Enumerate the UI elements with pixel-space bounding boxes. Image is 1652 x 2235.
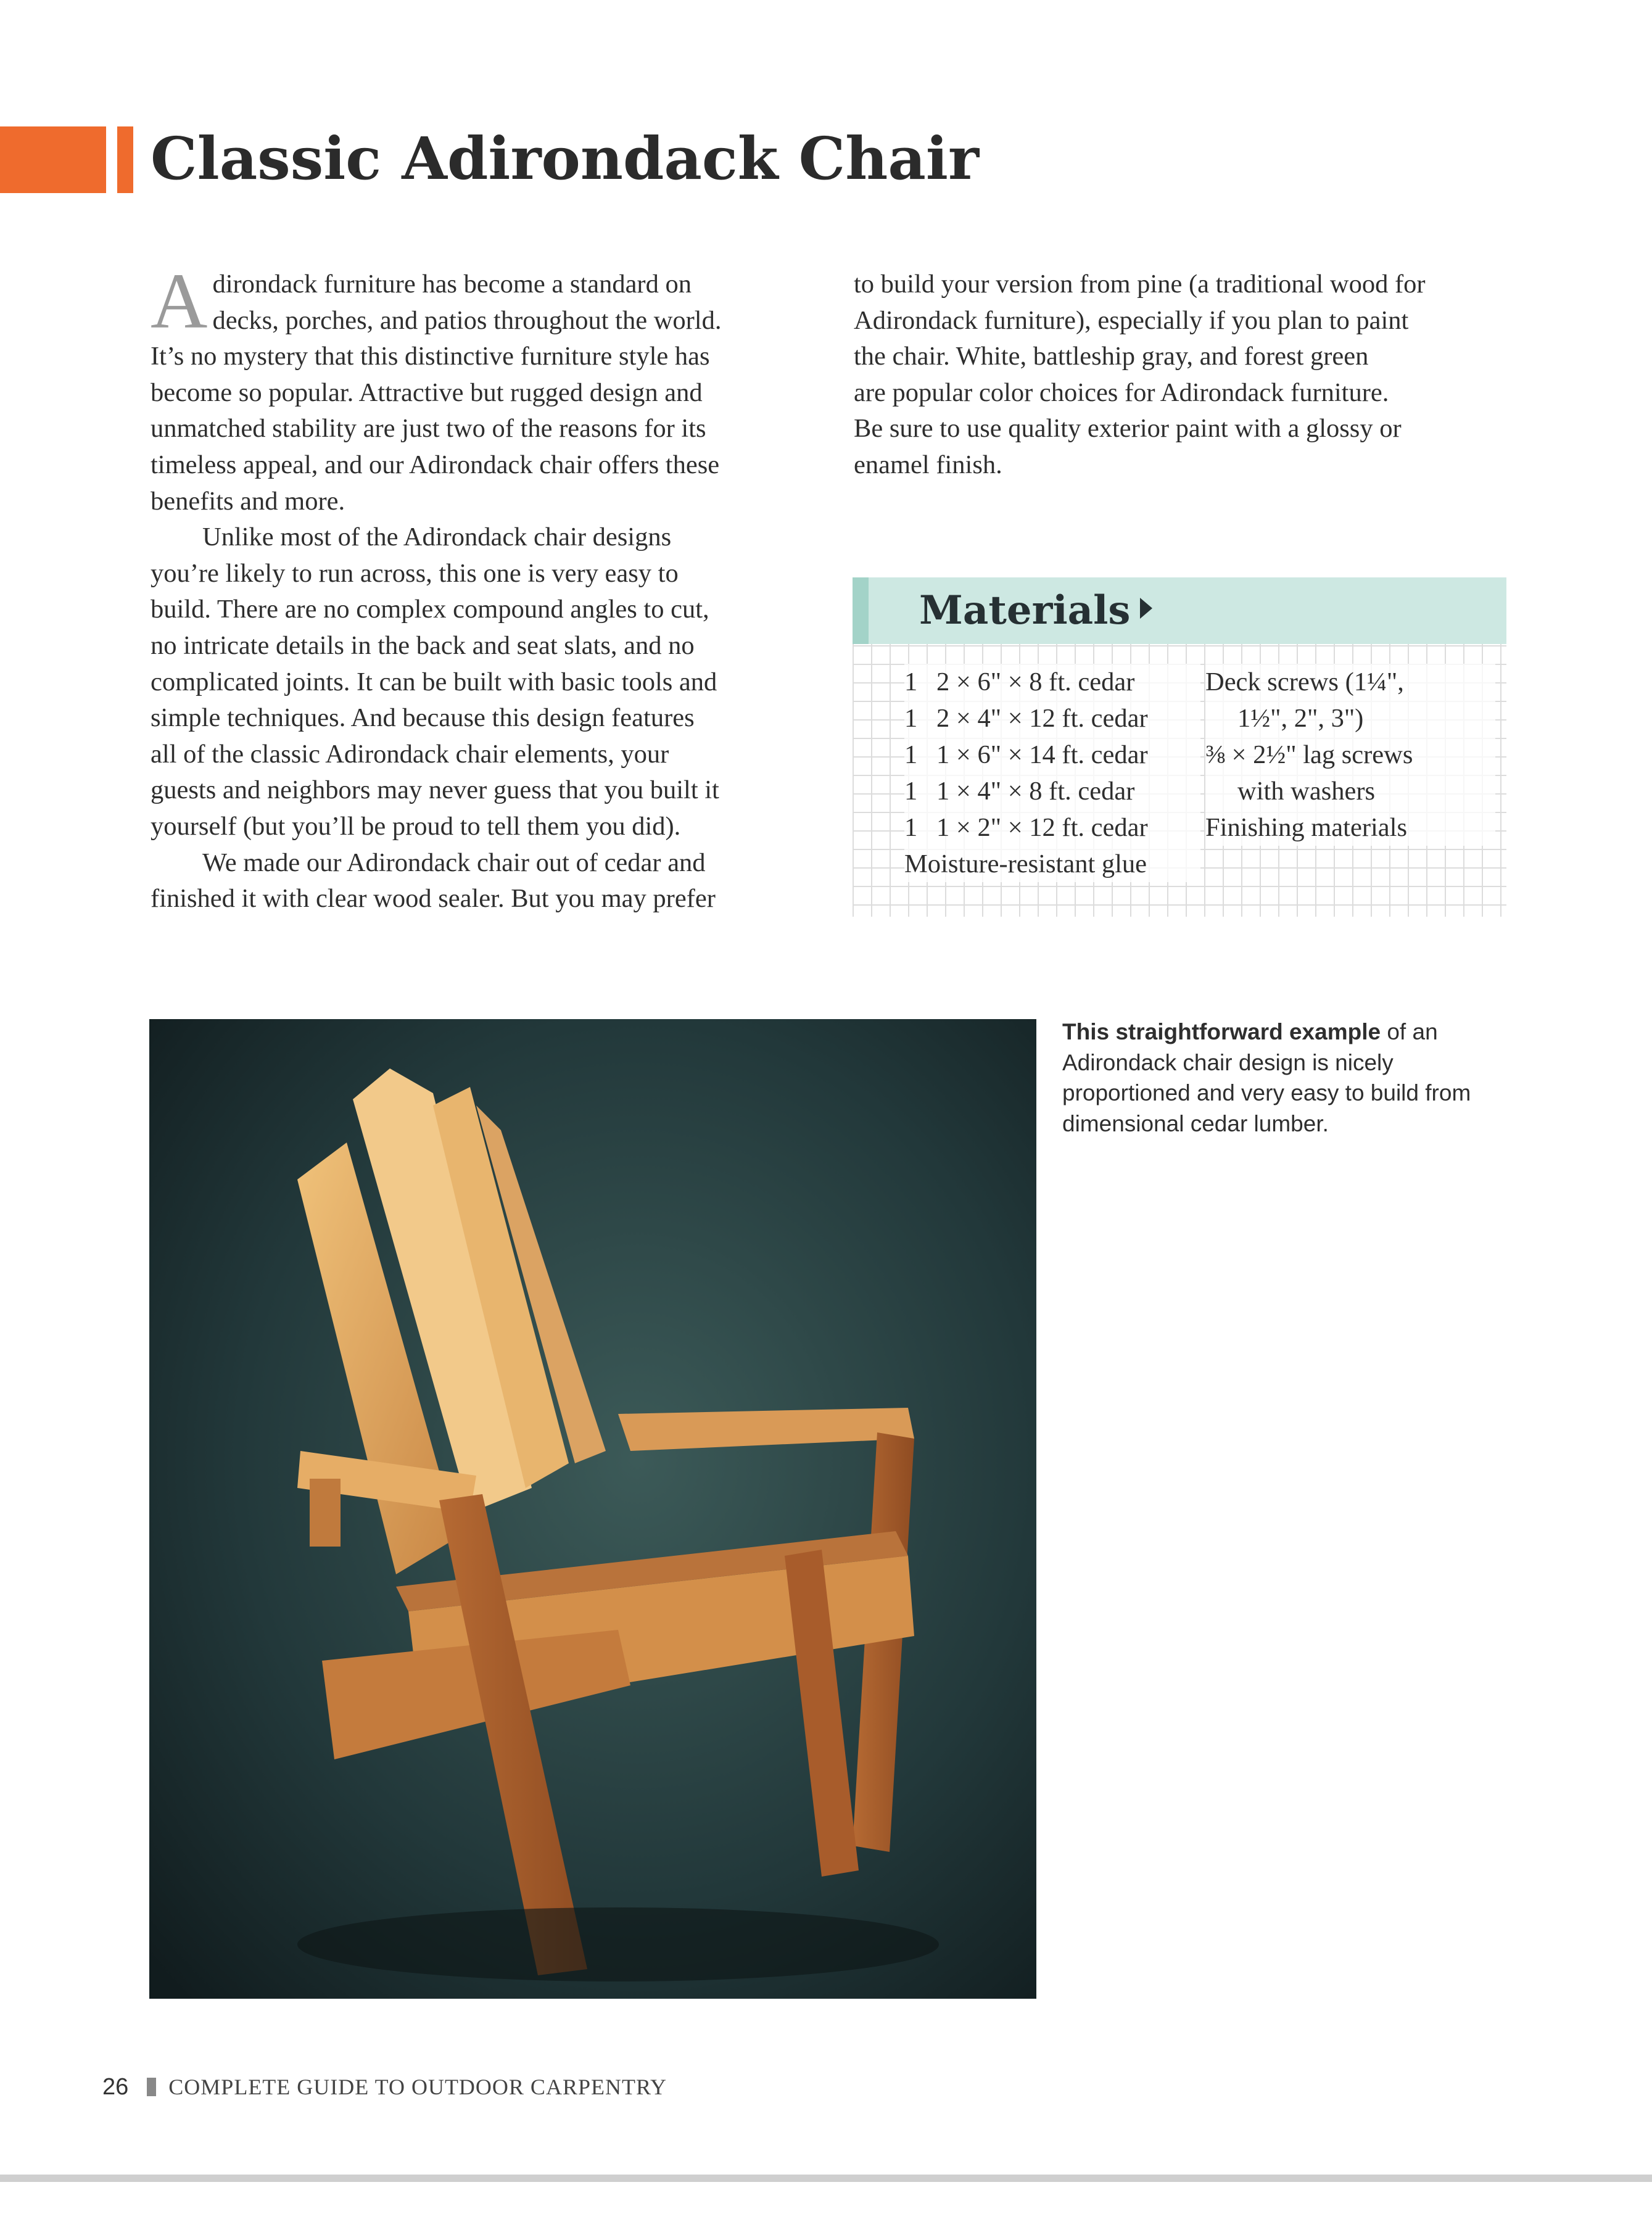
text-line: decks, porches, and patios throughout the world. <box>212 305 722 335</box>
footer-separator <box>147 2078 156 2096</box>
text-line: Unlike most of the Adirondack chair designs <box>202 523 672 552</box>
body-column-right <box>854 266 1508 484</box>
text-line: all of the classic Adirondack chair elements, your <box>151 739 669 769</box>
caption-lead: This straightforward example <box>1062 1019 1381 1044</box>
title-accent-stripe <box>117 126 133 193</box>
material-qty: 1 <box>904 667 918 696</box>
caption-text: of an Adirondack chair design is nicely proportioned and very easy to build from dimensional cedar lumber. <box>1062 1019 1471 1136</box>
bottom-rule <box>0 2175 1652 2182</box>
materials-list-lumber <box>904 664 1200 882</box>
running-footer-title: COMPLETE GUIDE TO OUTDOOR CARPENTRY <box>168 2075 667 2099</box>
materials-box <box>853 577 1506 917</box>
text-line: dirondack furniture has become a standard on <box>212 270 692 299</box>
material-qty: 1 <box>904 813 918 842</box>
materials-list-hardware <box>1205 664 1495 846</box>
material-desc: 1 × 6" × 14 ft. cedar <box>936 740 1148 769</box>
material-item: ⅜ × 2½" lag screws <box>1205 737 1495 773</box>
page-number: 26 <box>102 2074 129 2100</box>
text-line: enamel finish. <box>854 450 1002 479</box>
materials-title <box>919 586 1152 635</box>
material-qty: 1 <box>904 740 918 769</box>
title-accent-block <box>0 126 106 193</box>
material-qty: 1 <box>904 777 918 806</box>
text-line: yourself (but you’ll be proud to tell them you did). <box>151 811 681 841</box>
material-qty: 1 <box>904 704 918 733</box>
material-item: Moisture-resistant glue <box>904 846 1200 882</box>
text-line: the chair. White, battleship gray, and forest green <box>854 342 1369 371</box>
text-line: simple techniques. And because this design features <box>151 703 695 733</box>
drop-cap: A <box>151 257 208 345</box>
photo-caption <box>1062 1017 1482 1139</box>
text-line: unmatched stability are just two of the reasons for its <box>151 414 706 444</box>
material-desc: 2 × 4" × 12 ft. cedar <box>936 704 1148 733</box>
materials-title-text: Materials <box>919 587 1131 634</box>
material-desc: 1 × 2" × 12 ft. cedar <box>936 813 1148 842</box>
text-line: Adirondack furniture), especially if you plan to paint <box>854 305 1409 335</box>
text-line: finished it with clear wood sealer. But you may prefer <box>151 884 716 914</box>
page-title: Classic Adirondack Chair <box>151 125 980 193</box>
text-line: It’s no mystery that this distinctive furniture style has <box>151 342 710 371</box>
paragraph-two <box>151 519 804 845</box>
paragraph-three <box>151 845 804 917</box>
material-desc: 2 × 6" × 8 ft. cedar <box>936 667 1135 696</box>
text-line: We made our Adirondack chair out of cedar and <box>202 848 706 877</box>
text-line: complicated joints. It can be built with basic tools and <box>151 667 717 696</box>
text-line: Be sure to use quality exterior paint with a glossy or <box>854 414 1402 444</box>
material-item-continued: with washers <box>1205 773 1495 809</box>
text-line: benefits and more. <box>151 486 345 516</box>
materials-header <box>853 577 1506 644</box>
material-desc: 1 × 4" × 8 ft. cedar <box>936 777 1135 806</box>
material-item <box>904 773 1200 809</box>
material-item <box>904 809 1200 846</box>
material-item <box>904 664 1200 700</box>
adirondack-chair-photo <box>149 1019 1036 1999</box>
material-item <box>904 737 1200 773</box>
material-item: Deck screws (1¼", <box>1205 664 1495 700</box>
text-line: guests and neighbors may never guess that you built it <box>151 775 719 805</box>
body-column-left <box>151 257 804 917</box>
material-item <box>904 700 1200 737</box>
text-line: are popular color choices for Adirondack furniture. <box>854 378 1389 407</box>
paragraph-continued <box>854 266 1508 484</box>
text-line: no intricate details in the back and seat slats, and no <box>151 630 695 660</box>
material-item-continued: 1½", 2", 3") <box>1205 700 1495 737</box>
text-line: timeless appeal, and our Adirondack chair offers these <box>151 450 720 479</box>
material-item: Finishing materials <box>1205 809 1495 846</box>
triangle-right-icon <box>1140 598 1152 619</box>
text-line: become so popular. Attractive but rugged design and <box>151 378 703 407</box>
text-line: to build your version from pine (a traditional wood for <box>854 270 1426 299</box>
intro-paragraph <box>151 257 804 519</box>
text-line: you’re likely to run across, this one is very easy to <box>151 558 679 588</box>
page-footer <box>102 2072 667 2102</box>
text-line: build. There are no complex compound angles to cut, <box>151 595 709 624</box>
